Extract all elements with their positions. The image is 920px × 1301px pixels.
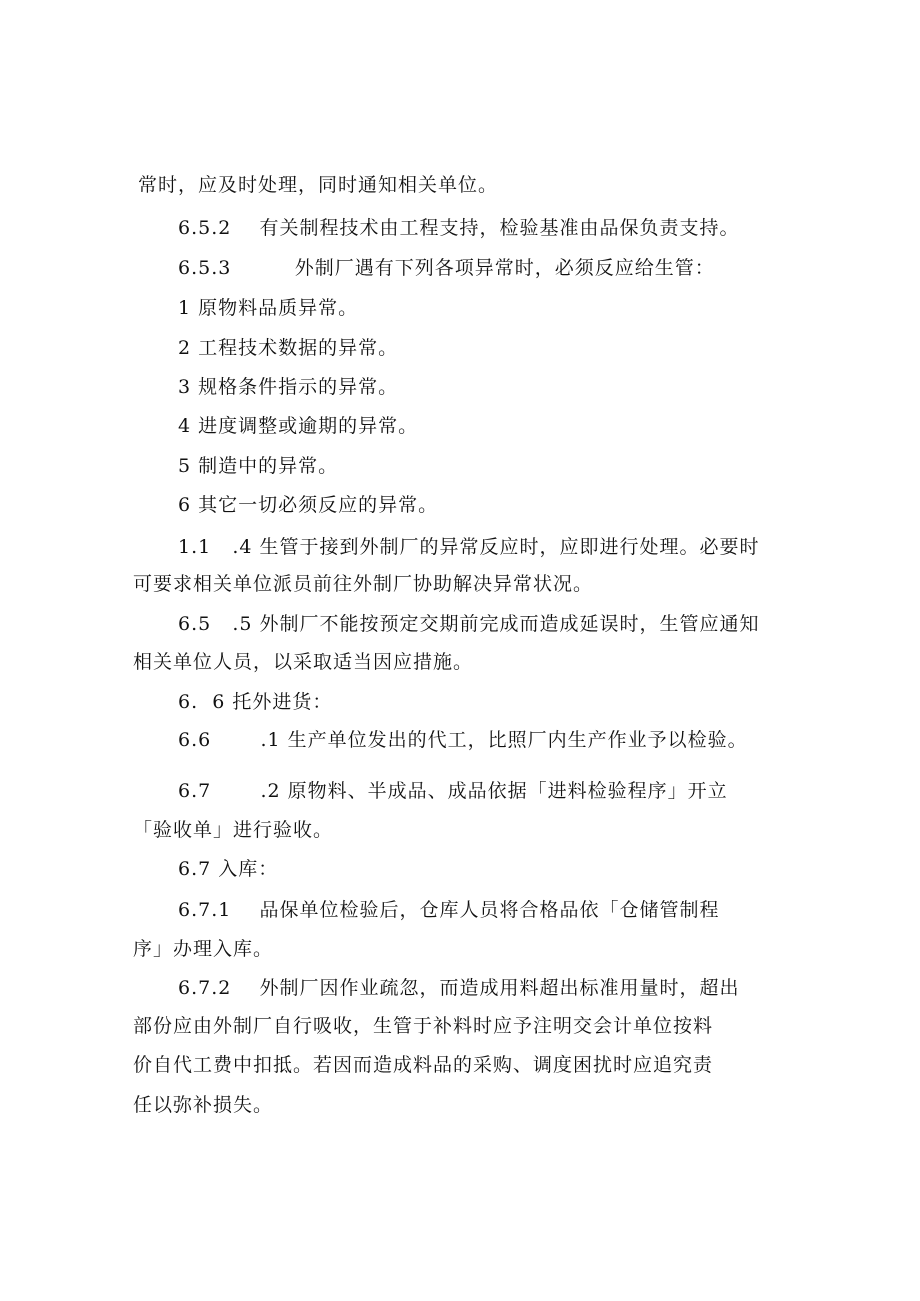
clause-6-5-3: 6.5.3 外制厂遇有下列各项异常时，必须反应给生管： [178,257,715,279]
clause-6-5-5-continuation: 相关单位人员，以采取适当因应措施。 [133,651,474,673]
list-item-5: 5 制造中的异常。 [178,455,339,477]
list-item-3: 3 规格条件指示的异常。 [178,376,399,398]
list-item-4: 4 进度调整或逾期的异常。 [178,415,419,437]
section-6-7-heading: 6.7 入库： [178,858,279,880]
clause-6-7-2b: 6.7.2 外制厂因作业疏忽，而造成用料超出标准用量时，超出 [178,977,740,999]
clause-6-7-1-continuation: 序」办理入库。 [133,938,274,960]
text-line-continuation: 常时，应及时处理，同时通知相关单位。 [138,174,499,196]
clause-6-7-2-continuation: 「验收单」进行验收。 [133,819,334,841]
clause-6-7-2: 6.7 .2 原物料、半成品、成品依据「进料检验程序」开立 [178,780,728,802]
clause-6-5-2: 6.5.2 有关制程技术由工程支持，检验基准由品保负责支持。 [178,217,740,239]
list-item-1: 1 原物料品质异常。 [178,297,359,319]
list-item-2: 2 工程技术数据的异常。 [178,337,399,359]
clause-6-7-2b-continuation-3: 任以弥补损失。 [133,1094,274,1116]
clause-6-5-5: 6.5 .5 外制厂不能按预定交期前完成而造成延误时，生管应通知 [178,613,760,635]
clause-1-1-4-continuation: 可要求相关单位派员前往外制厂协助解决异常状况。 [133,573,594,595]
clause-6-7-2b-continuation-1: 部份应由外制厂自行吸收，生管于补料时应予注明交会计单位按料 [133,1015,714,1037]
clause-6-6-1: 6.6 .1 生产单位发出的代工，比照厂内生产作业予以检验。 [178,729,748,751]
section-6-6-heading: 6. 6 托外进货： [178,691,333,713]
clause-1-1-4: 1.1 .4 生管于接到外制厂的异常反应时，应即进行处理。必要时 [178,536,760,558]
clause-6-7-2b-continuation-2: 价自代工费中扣抵。若因而造成料品的采购、调度困扰时应追究责 [133,1054,714,1076]
clause-6-7-1: 6.7.1 品保单位检验后，仓库人员将合格品依「仓储管制程 [178,899,720,921]
list-item-6: 6 其它一切必须反应的异常。 [178,494,439,516]
